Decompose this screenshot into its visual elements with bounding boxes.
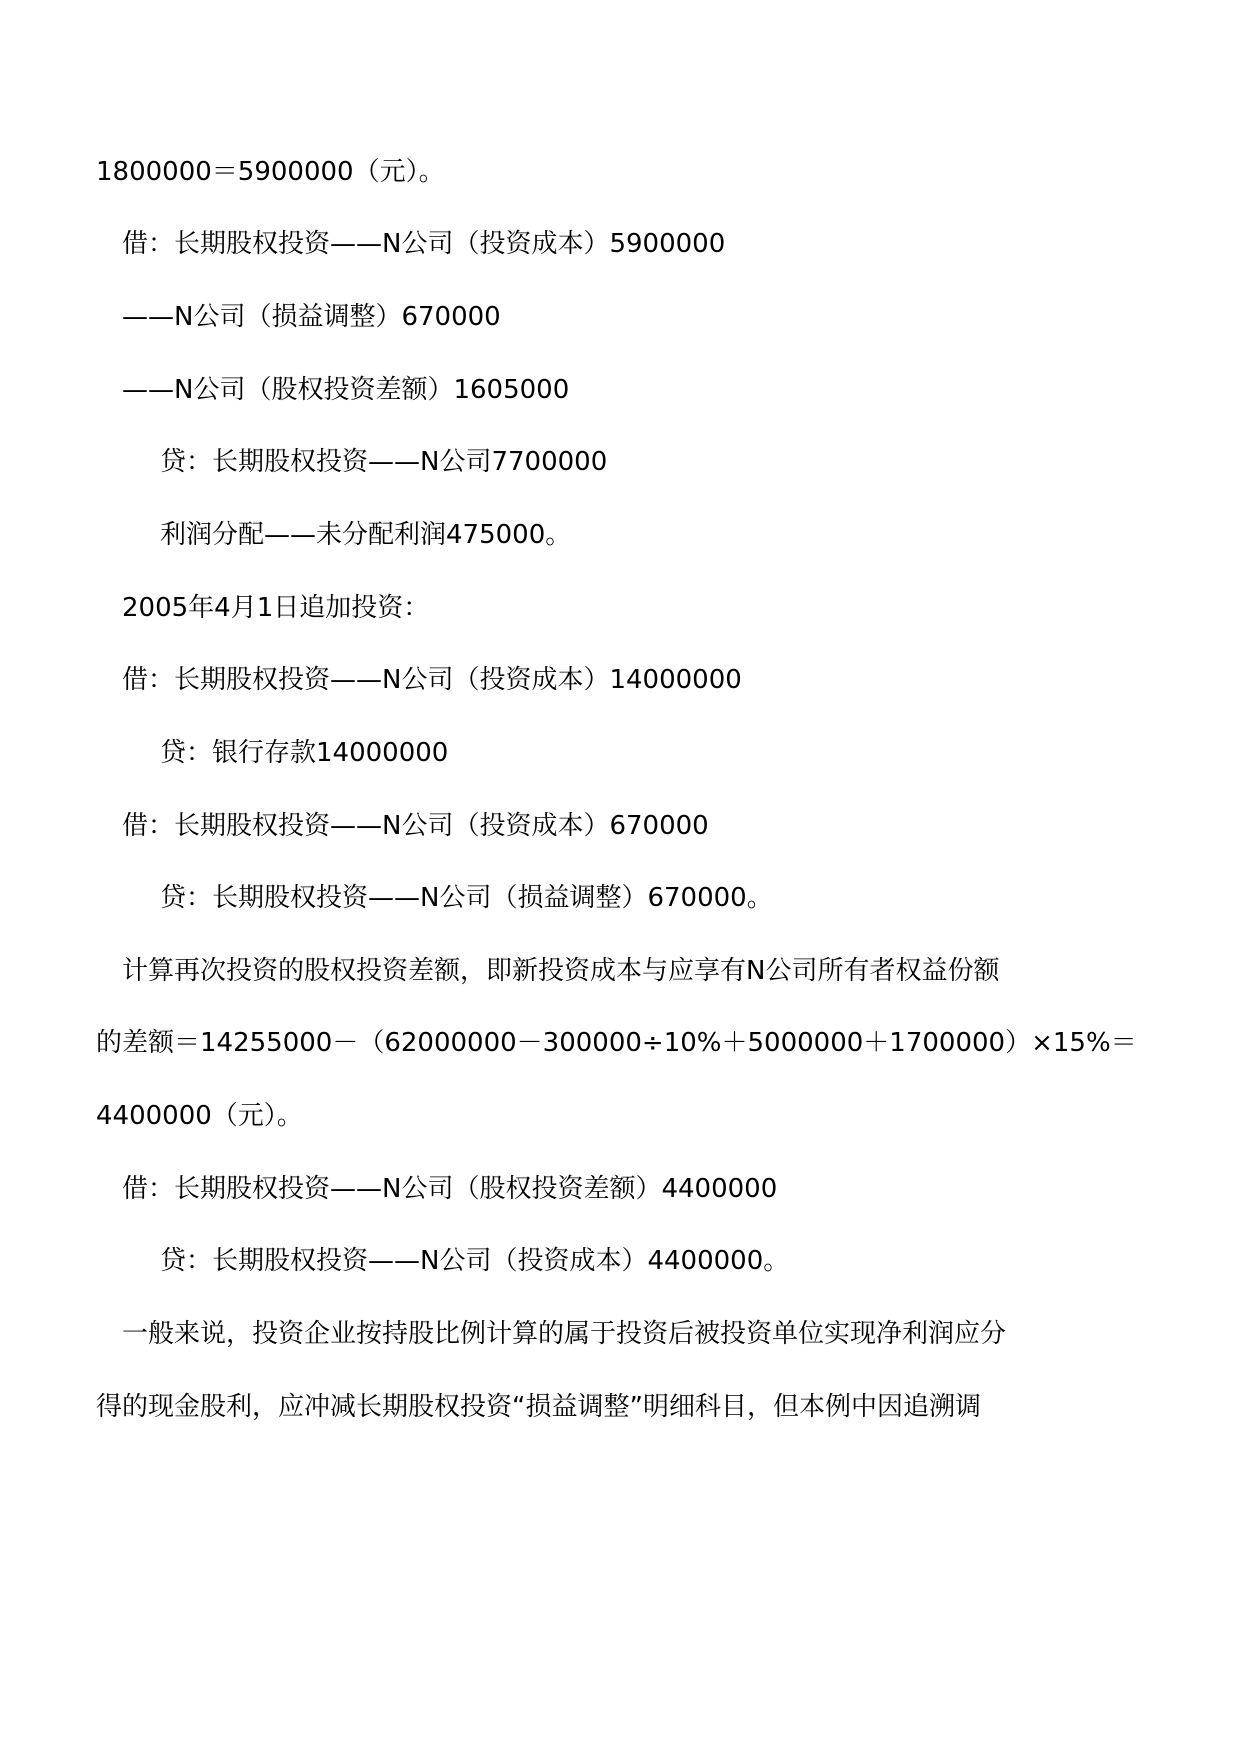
journal-entry-credit: 贷：长期股权投资——N公司（投资成本）4400000。 xyxy=(160,1246,790,1276)
paragraph-line: 一般来说，投资企业按持股比例计算的属于投资后被投资单位实现净利润应分 xyxy=(122,1319,1007,1349)
paragraph-line: 得的现金股利，应冲减长期股权投资“损益调整”明细科目，但本例中因追溯调 xyxy=(96,1392,981,1422)
text-line: 1800000＝5900000（元）。 xyxy=(96,157,445,187)
journal-entry-credit-sub: 利润分配——未分配利润475000。 xyxy=(160,520,572,550)
paragraph-line: 4400000（元）。 xyxy=(96,1101,303,1131)
journal-entry-debit-sub: ——N公司（股权投资差额）1605000 xyxy=(122,375,570,405)
journal-entry-debit: 借：长期股权投资——N公司（投资成本）670000 xyxy=(122,811,709,841)
journal-entry-credit: 贷：长期股权投资——N公司7700000 xyxy=(160,447,608,477)
journal-entry-debit-sub: ——N公司（损益调整）670000 xyxy=(122,302,501,332)
text-line: 2005年4月1日追加投资： xyxy=(122,593,430,623)
paragraph-line: 的差额＝14255000－（62000000－300000÷10%＋5000000＋1700000）×15%＝ xyxy=(96,1028,1137,1058)
journal-entry-credit: 贷：银行存款14000000 xyxy=(160,738,449,768)
journal-entry-debit: 借：长期股权投资——N公司（投资成本）5900000 xyxy=(122,229,726,259)
journal-entry-debit: 借：长期股权投资——N公司（股权投资差额）4400000 xyxy=(122,1174,778,1204)
paragraph-line: 计算再次投资的股权投资差额，即新投资成本与应享有N公司所有者权益份额 xyxy=(122,956,1000,986)
journal-entry-credit: 贷：长期股权投资——N公司（损益调整）670000。 xyxy=(160,883,773,913)
journal-entry-debit: 借：长期股权投资——N公司（投资成本）14000000 xyxy=(122,665,742,695)
